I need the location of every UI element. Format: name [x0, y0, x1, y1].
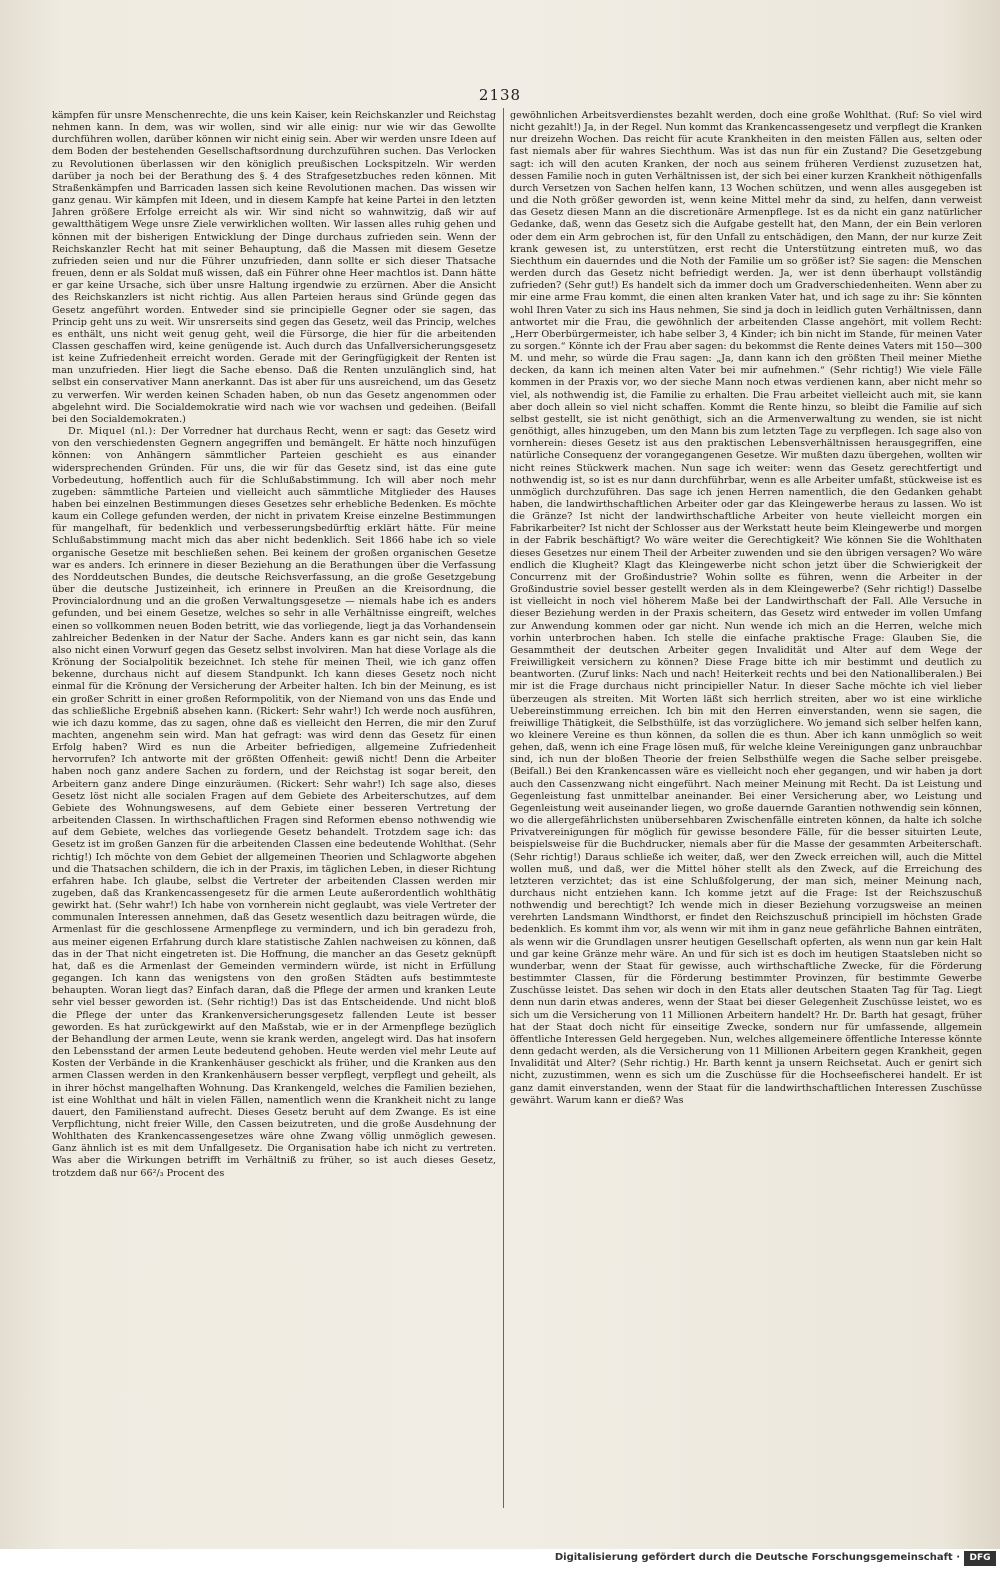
dfg-logo: DFG — [964, 1551, 996, 1566]
left-paragraph-1: kämpfen für unsre Menschenrechte, die uns kein Kaiser, kein Reichskanzler und Reichstag nehmen kann. In dem, was wir wollen, sind wir alle einig: nur wie wir das Gewollte durchführen wollen, darüber können wir nicht einig sein. Aber wir werden unsre Ideen auf dem Boden der bestehenden Gesellschaftsordnung durchzuführen suchen. Das Verlocken zu Revolutionen überlassen wir den königlich preußischen Lockspitzeln. Wir werden darüber ja noch bei der Berathung des §. 4 des Strafgesetzbuches reden können. Mit Straßenkämpfen und Barricaden lassen sich keine Revolutionen machen. Das wissen wir ganz genau. Wir kämpfen mit Ideen, und in diesem Kampfe hat keine Partei in den letzten Jahren größere Erfolge erreicht als wir. Wir sind nicht so wahnwitzig, daß wir auf gewaltthätigem Wege unsre Ziele verwirklichen wollten. Wir lassen alles ruhig gehen und können mit der bisherigen Entwicklung der Dinge durchaus zufrieden sein. Wenn der Reichskanzler Recht hat mit seiner Behauptung, daß die Massen mit diesem Gesetze zufrieden seien und nur die Führer unzufrieden, dann sollte er sich dieser Thatsache freuen, denn er als Soldat muß wissen, daß ein Führer ohne Heer machtlos ist. Dann hätte er gar keine Ursache, sich über unsre Haltung irgendwie zu erzürnen. Aber die Ansicht des Reichskanzlers ist nicht richtig. Aus allen Parteien heraus sind Gründe gegen das Gesetz angeführt worden. Entweder sind sie principielle Gegner oder sie sagen, das Princip geht uns zu weit. Wir unsrerseits sind gegen das Gesetz, weil das Princip, welches es enthält, uns nicht weit genug geht, weil die Fürsorge, die hier für die arbeitenden Classen geschaffen wird, keine genügende ist. Auch durch das Unfallversicherungsgesetz ist keine Zufriedenheit erreicht worden. Gerade mit der Geringfügigkeit der Renten ist man unzufrieden. Hier liegt die Sache ebenso. Daß die Renten unzulänglich sind, hat selbst ein conservativer Mann anerkannt. Das ist aber für uns ausreichend, um das Gesetz zu verwerfen. Wir werden keinen Schaden haben, ob nun das Gesetz angenommen oder abgelehnt wird. Die Socialdemokratie wird nach wie vor wachsen und gedeihen. (Beifall bei den Socialdemokraten.) — [52, 110, 496, 425]
left-paragraph-2 — [52, 426, 496, 1180]
column-divider — [503, 108, 504, 1508]
page-number: 2138 — [478, 86, 522, 104]
right-text-column — [510, 110, 982, 1510]
speaker-name: Dr. Miquel (nl.): — [68, 426, 157, 438]
left-text-column — [52, 110, 496, 1510]
right-paragraph-1: gewöhnlichen Arbeitsverdienstes bezahlt werden, doch eine große Wohlthat. (Ruf: So viel wird nicht gezahlt!) Ja, in der Regel. Nun kommt das Krankencassengesetz und verpflegt die Kranken nur dreizehn Wochen. Das reicht für acute Krankheiten in den meisten Fällen aus, selten oder fast niemals aber für wahres Siechthum. Was ist das nun für ein Zustand? Die Gesetzgebung sagt: ich will den acuten Kranken, der noch aus seinem früheren Verdienst zuzusetzen hat, dessen Familie noch in guten Verhältnissen ist, der sich bei einer kurzen Krankheit nöthigenfalls durch Versetzen von Sachen helfen kann, 13 Wochen schützen, und wenn alles ausgegeben ist und die Noth größer geworden ist, wenn keine Mittel mehr da sind, zu helfen, dann verweist das Gesetz diesen Mann an die discretionäre Armenpflege. Ist es da nicht ein ganz natürlicher Gedanke, daß, wenn das Gesetz sich die Aufgabe gestellt hat, den Mann, der ein Bein verloren oder dem ein Arm gebrochen ist, für den Unfall zu entschädigen, den Mann, der nur kurze Zeit krank gewesen ist, zu unterstützen, erst recht die Unterstützung eintreten muß, wo das Siechthum ein dauerndes und die Noth der Familie um so größer ist? Sie sagen: die Menschen werden durch das Gesetz nicht befriedigt werden. Ja, wer ist denn überhaupt vollständig zufrieden? (Sehr gut!) Es handelt sich da immer doch um Gradverschiedenheiten. Wenn aber zu mir eine arme Frau kommt, die einen alten kranken Vater hat, und ich sage zu ihr: Sie könnten wohl Ihren Vater zu sich ins Haus nehmen, Sie sind ja doch in leidlich guten Verhältnissen, dann antwortet mir die Frau, die gewöhnlich der arbeitenden Classe angehört, mit vollem Recht: „Herr Oberbürgermeister, ich habe selber 3, 4 Kinder; ich bin nicht im Stande, für meinen Vater zu sorgen.“ Könnte ich der Frau aber sagen: du bekommst die Rente deines Vaters mit 150—300 M. und mehr, so würde die Frau sagen: „Ja, dann kann ich den größten Theil meiner Miethe decken, da kann ich meinen alten Vater bei mir aufnehmen.“ (Sehr richtig!) Wie viele Fälle kommen in der Praxis vor, wo der sieche Mann noch etwas verdienen kann, aber nicht mehr so viel, als nothwendig ist, die Familie zu erhalten. Die Frau arbeitet vielleicht auch mit, sie kann aber doch allein so viel nicht schaffen. Kommt die Rente hinzu, so bleibt die Familie auf sich selbst gestellt, sie ist nicht genöthigt, sich an die Armenverwaltung zu wenden, sie ist nicht genöthigt, alles hinzugeben, um den Mann bis zum letzten Tage zu verpflegen. Ich sage also von vornherein: dieses Gesetz ist aus den praktischen Lebensverhältnissen herausgegriffen, eine natürliche Consequenz der vorangegangenen Gesetze. Wir mußten dazu übergehen, wollten wir nicht reines Stückwerk machen. Nun sage ich weiter: wenn das Gesetz gerechtfertigt und nothwendig ist, so ist es nur dann durchführbar, wenn es alle Arbeiter umfaßt, stückweise ist es unmöglich durchzuführen. Das sage ich jenen Herren namentlich, die den Gedanken gehabt haben, die landwirthschaftlichen Arbeiter oder gar das Kleingewerbe heraus zu lassen. Wo ist die Gränze? Ist nicht der landwirthschaftliche Arbeiter von heute vielleicht morgen ein Fabrikarbeiter? Ist nicht der Schlosser aus der Werkstatt heute beim Kleingewerbe und morgen in der Fabrik beschäftigt? Wo wäre weiter die Gerechtigkeit? Wie können Sie die Wohlthaten dieses Gesetzes nur einem Theil der Arbeiter zuwenden und sie den übrigen versagen? Wo wäre endlich die Klugheit? Klagt das Kleingewerbe nicht schon jetzt über die Schwierigkeit der Concurrenz mit der Großindustrie? Wohin sollte es führen, wenn die Arbeiter in der Großindustrie soviel besser gestellt werden als in dem Kleingewerbe? (Sehr richtig!) Dasselbe ist vielleicht in noch viel höherem Maße bei der Landwirthschaft der Fall. Alle Versuche in dieser Beziehung werden in der Praxis scheitern, das Gesetz wird entweder im vollen Umfang zur Anwendung kommen oder gar nicht. Nun wende ich mich an die Herren, welche mich vorhin unterbrochen haben. Ich stelle die einfache praktische Frage: Glauben Sie, die Gesammtheit der deutschen Arbeiter gegen Invalidität und Alter auf dem Wege der Freiwilligkeit versichern zu können? Diese Frage bitte ich mir bestimmt und deutlich zu beantworten. (Zuruf links: Nach und nach! Heiterkeit rechts und bei den Nationalliberalen.) Bei mir ist die Frage durchaus nicht principieller Natur. In dieser Sache möchte ich viel lieber überzeugen als streiten. Mit Worten läßt sich herrlich streiten, aber wo ist eine wirkliche Uebereinstimmung erreichen. Ich bin mit den Herren einverstanden, wenn sie sagen, die freiwillige Thätigkeit, die Selbsthülfe, ist das vorzüglichere. Wo jemand sich selber helfen kann, wo kleinere Vereine es thun können, da sollen die es thun. Aber ich kann unmöglich so weit gehen, daß, wenn ich eine Frage lösen muß, für welche kleine Vereinigungen ganz unbrauchbar sind, ich nun der bloßen Theorie der freien Selbsthülfe wegen die Sache selber preisgebe. (Beifall.) Bei den Krankencassen wäre es vielleicht noch eher gegangen, und wir haben ja dort auch den Cassenzwang nicht eingeführt. Nach meiner Meinung mit Recht. Da ist Leistung und Gegenleistung fast unmittelbar aneinander. Bei einer Versicherung aber, wo Leistung und Gegenleistung weit auseinander liegen, wo große dauernde Garantien nothwendig sein können, wo die allergefährlichsten unübersehbaren Zwischenfälle eintreten können, da halte ich solche Privatvereinigungen für möglich für gewisse besondere Fälle, für die besser situirten Leute, beispielsweise für die Buchdrucker, niemals aber für die Masse der gesammten Arbeiterschaft. (Sehr richtig!) Daraus schließe ich weiter, daß, wer den Zweck erreichen will, auch die Mittel wollen muß, und daß, wer die Mittel höher stellt als den Zweck, auf die Erreichung des letzteren verzichtet; das ist eine Schlußfolgerung, der man sich, meiner Meinung nach, durchaus nicht entziehen kann. Ich komme jetzt auf die Frage: Ist der Reichszuschuß nothwendig und berechtigt? Ich wende mich in dieser Beziehung vorzugsweise an meinen verehrten Landsmann Windthorst, er findet den Reichszuschuß principiell im höchsten Grade bedenklich. Es kommt ihm vor, als wenn wir mit ihm in ganz neue gefährliche Bahnen einträten, als wenn wir die Grundlagen unsrer heutigen Gesellschaft opferten, als wenn nun gar kein Halt und gar keine Gränze mehr wäre. An und für sich ist es doch im heutigen Staatsleben nicht so wunderbar, wenn der Staat für gewisse, auch wirthschaftliche Zwecke, für die Förderung bestimmter Classen, für die Förderung bestimmter Provinzen, für bestimmte Gewerbe Zuschüsse leistet. Das sehen wir doch in den Etats aller deutschen Staaten Tag für Tag. Liegt denn nun darin etwas anderes, wenn der Staat bei dieser Gelegenheit Zuschüsse leistet, wo es sich um die Versicherung von 11 Millionen Arbeitern handelt? Hr. Dr. Barth hat gesagt, früher hat der Staat doch nicht für einseitige Zwecke, sondern nur für umfassende, allgemein öffentliche Interessen Geld hergegeben. Nun, welches allgemeinere öffentliche Interesse könnte denn gedacht werden, als die Versicherung von 11 Millionen Arbeitern gegen Krankheit, gegen Invalidität und Alter? (Sehr richtig.) Hr. Barth kennt ja unsern Reichsetat. Auch er genirt sich nicht, zuzustimmen, wenn es sich um die Zuschüsse für die Hochseefischerei handelt. Er ist ganz damit einverstanden, wenn der Staat für die landwirthschaftlichen Interessen Zuschüsse gewährt. Warum kann er dieß? Was — [510, 110, 982, 1106]
left-paragraph-2-text: Der Vorredner hat durchaus Recht, wenn er sagt: das Gesetz wird von den verschiedensten Gegnern angegriffen und bemängelt. Er hätte noch hinzufügen können: von Anhängern sämmtlicher Parteien geschieht es aus einander widersprechenden Gründen. Für uns, die wir für das Gesetz sind, ist das eine gute Vorbedeutung, hoffentlich auch für die Schlußabstimmung. Ich will aber noch mehr zugeben: sämmtliche Parteien und vielleicht auch sämmtliche Mitglieder des Hauses haben bei einzelnen Bestimmungen dieses Gesetzes sehr erhebliche Bedenken. Es möchte kaum ein College gefunden werden, der nicht in privatem Kreise einzelne Bestimmungen für mangelhaft, für bedenklich und verbesserungsbedürftig erklärt hätte. Für meine Schlußabstimmung macht mich das aber nicht bedenklich. Seit 1866 habe ich so viele organische Gesetze mit beschließen sehen. Bei keinem der großen organischen Gesetze war es anders. Ich erinnere in dieser Beziehung an die Berathungen über die Verfassung des Norddeutschen Bundes, die deutsche Reichsverfassung, an die große Gesetzgebung über die deutsche Justizeinheit, ich erinnere in Preußen an die Kreisordnung, die Provincialordnung und an die großen Verwaltungsgesetze — niemals habe ich es anders gefunden, und bei einem Gesetze, welches so sehr in alle Verhältnisse eingreift, welches einen so vollkommen neuen Boden betritt, wie das vorliegende, liegt ja das Vorhandensein zahlreicher Bedenken in der Natur der Sache. Anders kann es gar nicht sein, das kann also nicht einen Vorwurf gegen das Gesetz selbst involviren. Man hat diese Vorlage als die Krönung der Socialpolitik bezeichnet. Ich stehe für meinen Theil, wie ich ganz offen bekenne, durchaus nicht auf diesem Standpunkt. Ich kann dieses Gesetz noch nicht einmal für die Krönung der Versicherung der Arbeiter halten. Ich bin der Meinung, es ist ein großer Schritt in einer großen Reformpolitik, von der Niemand von uns das Ende und das schließliche Ergebniß absehen kann. (Rickert: Sehr wahr!) Ich werde noch ausführen, wie ich dazu komme, das zu sagen, ohne daß es vielleicht den Herren, die mir den Zuruf machten, angenehm sein wird. Man hat gefragt: was wird denn das Gesetz für einen Erfolg haben? Wird es nun die Arbeiter befriedigen, allgemeine Zufriedenheit hervorrufen? Ich antworte mit der größten Offenheit: gewiß nicht! Denn die Arbeiter haben noch ganz andere Sachen zu fordern, und der Reichstag ist sogar bereit, den Arbeitern ganz andere Dinge einzuräumen. (Rickert: Sehr wahr!) Ich sage also, dieses Gesetz löst nicht alle socialen Fragen auf dem Gebiete des Arbeiterschutzes, auf dem Gebiete des Wohnungswesens, auf dem Gebiete einer besseren Vertretung der arbeitenden Classen. In wirthschaftlichen Fragen sind Reformen ebenso nothwendig wie auf dem Gebiete, welches das vorliegende Gesetz behandelt. Trotzdem sage ich: das Gesetz ist im großen Ganzen für die arbeitenden Classen eine bedeutende Wohlthat. (Sehr richtig!) Ich möchte von dem Gebiet der allgemeinen Theorien und Schlagworte abgehen und die Thatsachen schildern, die ich in der Praxis, im täglichen Leben, in dieser Richtung erfahren habe. Ich glaube, selbst die Vertreter der arbeitenden Classen werden mir zugeben, daß das Krankencassengesetz für die armen Leute außerordentlich wohlthätig gewirkt hat. (Sehr wahr!) Ich habe von vornherein nicht geglaubt, was viele Vertreter der communalen Interessen annehmen, daß das Gesetz wesentlich dazu beitragen würde, die Armenlast für die geschlossene Armenpflege zu vermindern, und ich bin geradezu froh, aus meiner eigenen Erfahrung durch klare statistische Zahlen nachweisen zu können, daß das in der That nicht eingetreten ist. Die Hoffnung, die mancher an das Gesetz geknüpft hat, daß es die Armenlast der Gemeinden vermindern würde, ist nicht in Erfüllung gegangen. Ich kann das wenigstens von den großen Städten aufs bestimmteste behaupten. Woran liegt das? Einfach daran, daß die Pflege der armen und kranken Leute sehr viel besser geworden ist. (Sehr richtig!) Das ist das Entscheidende. Und nicht bloß die Pflege der unter das Krankenversicherungsgesetz fallenden Leute ist besser geworden. Es hat zurückgewirkt auf den Maßstab, wie er in der Armenpflege bezüglich der Behandlung der armen Leute, wenn sie krank werden, angelegt wird. Das hat insofern den Lebensstand der armen Leute bedeutend gehoben. Heute werden viel mehr Leute auf Kosten der Verbände in die Krankenhäuser geschickt als früher, und die Kranken aus den armen Classen werden in den Krankenhäusern besser verpflegt, verpflegt und geheilt, als in ihrer höchst mangelhaften Wohnung. Das Krankengeld, welches die Familien beziehen, ist eine Wohlthat und hält in vielen Fällen, namentlich wenn die Krankheit nicht zu lange dauert, den Familienstand aufrecht. Dieses Gesetz beruht auf dem Zwange. Es ist eine Verpflichtung, nicht freier Wille, den Cassen beizutreten, und die große Ausdehnung der Wohlthaten des Krankencassengesetzes wäre ohne Zwang völlig unmöglich gewesen. Ganz ähnlich ist es mit dem Unfallgesetz. Die Organisation habe ich nicht zu vertreten. Was aber die Wirkungen betrifft im Verhältniß zu früher, so ist auch dieses Gesetz, trotzdem daß nur 66²/₃ Procent des — [52, 426, 496, 1179]
digitization-credit: Digitalisierung gefördert durch die Deutsche Forschungsgemeinschaft · — [554, 1552, 960, 1563]
